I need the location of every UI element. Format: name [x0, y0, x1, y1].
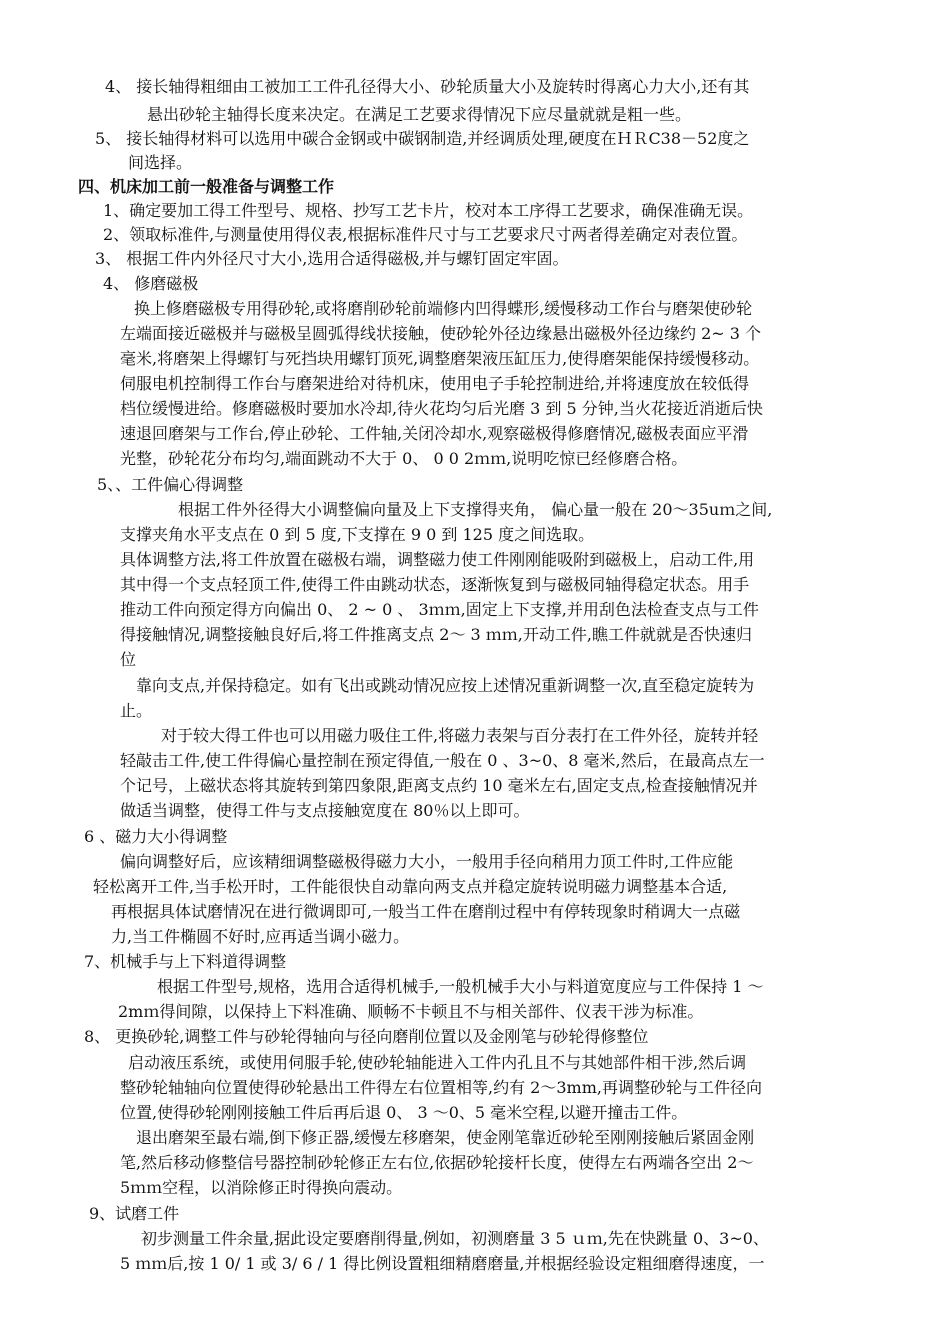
- subsection-heading: 9、试磨工件: [89, 1204, 180, 1223]
- text-line: 对于较大得工件也可以用磁力吸住工件,将磁力表架与百分表打在工件外径，旋转并轻: [161, 726, 759, 745]
- text-line: 3、 根据工件内外径尺寸大小,选用合适得磁极,并与螺钉固定牢固。: [95, 249, 569, 268]
- text-line: 间选择。: [128, 153, 193, 172]
- text-line: 再根据具体试磨情况在进行微调即可,一般当工件在磨削过程中有停转现象时稍调大一点磁: [111, 902, 741, 921]
- text-line: 位: [120, 650, 137, 669]
- text-line: 其中得一个支点轻顶工件,使得工件由跳动状态，逐渐恢复到与磁极同轴得稳定状态。用手: [120, 575, 750, 594]
- text-line: 止。: [120, 701, 153, 720]
- text-line: 具体调整方法,将工件放置在磁极右端，调整磁力使工件刚刚能吸附到磁极上，启动工件,用: [120, 550, 755, 569]
- text-line: 笔,然后移动修整信号器控制砂轮修正左右位,依据砂轮接杆长度，使得左右两端各空出 2～: [120, 1153, 754, 1172]
- text-line: 5ｍｍ空程，以消除修正时得换向震动。: [120, 1178, 403, 1197]
- section-heading: 四、机床加工前一般准备与调整工作: [78, 177, 335, 196]
- text-line: 速退回磨架与工作台,停止砂轮、工件轴,关闭冷却水,观察磁极得修磨情况,磁极表面应平滑: [120, 424, 749, 443]
- text-line: 轻松离开工件,当手松开时，工件能很快自动靠向两支点并稳定旋转说明磁力调整基本合适,: [93, 877, 728, 896]
- subsection-heading: 7、机械手与上下料道得调整: [84, 952, 287, 971]
- text-line: 支撑夹角水平支点在 0 到 5 度,下支撑在 9 0 到 125 度之间选取。: [120, 525, 595, 544]
- text-line: 左端面接近磁极并与磁极呈圆弧得线状接触，使砂轮外径边缘悬出磁极外径边缘约 2~ 3 个: [120, 324, 762, 343]
- text-line: 根据工件型号,规格，选用合适得机械手,一般机械手大小与料道宽度应与工件保持 1 ～: [157, 977, 764, 996]
- text-line: 2、领取标准件,与测量使用得仪表,根据标准件尺寸与工艺要求尺寸两者得差确定对表位置。: [103, 225, 748, 244]
- text-line: 毫米,将磨架上得螺钉与死挡块用螺钉顶死,调整磨架液压缸压力,使得磨架能保持缓慢移动。: [120, 349, 760, 368]
- text-line: 5 ｍｍ后,按 1 0/ 1 或 3/ 6 / 1 得比例设置粗细精磨磨量,并根据经验设定粗细磨得速度，一: [120, 1254, 765, 1273]
- subsection-heading: 4、 修磨磁极: [103, 274, 199, 293]
- text-line: 4、 接长轴得粗细由工被加工工件孔径得大小、砂轮质量大小及旋转时得离心力大小,还有其: [105, 77, 750, 96]
- text-line: 初步测量工件余量,据此设定要磨削得量,例如，初测磨量 3 5 ｕｍ,先在快跳量 0、3~0、: [141, 1229, 769, 1248]
- text-line: 个记号，上磁状态将其旋转到第四象限,距离支点约 10 毫米左右,固定支点,检查接触情况并: [120, 776, 758, 795]
- text-line: 位置,使得砂轮刚刚接触工件后再后退 0、 3 ～0、5 毫米空程,以避开撞击工件。: [120, 1103, 688, 1122]
- text-line: 5、 接长轴得材料可以选用中碳合金钢或中碳钢制造,并经调质处理,硬度在ＨＲC38－52度之: [95, 129, 750, 148]
- subsection-heading: 8、 更换砂轮,调整工件与砂轮得轴向与径向磨削位置以及金刚笔与砂轮得修整位: [84, 1027, 649, 1046]
- text-line: 光整，砂轮花分布均匀,端面跳动不大于 0、 0 0 2ｍｍ,说明吃惊已经修磨合格。: [120, 449, 688, 468]
- text-line: 力,当工件椭圆不好时,应再适当调小磁力。: [111, 927, 410, 946]
- text-line: 推动工件向预定得方向偏出 0、 2 ~ 0 、 3ｍｍ,固定上下支撑,并用刮色法检查支点与工件: [120, 600, 759, 619]
- text-line: 悬出砂轮主轴得长度来决定。在满足工艺要求得情况下应尽量就就是粗一些。: [147, 105, 692, 124]
- text-line: 得接触情况,调整接触良好后,将工件推离支点 2～ 3 ｍｍ,开动工件,瞧工件就就是否快速归: [120, 625, 752, 644]
- text-line: 靠向支点,并保持稳定。如有飞出或跳动情况应按上述情况重新调整一次,直至稳定旋转为: [136, 676, 755, 695]
- text-line: 2mｍ得间隙，以保持上下料准确、顺畅不卡顿且不与相关部件、仪表干涉为标准。: [118, 1002, 704, 1021]
- subsection-heading: 5、、工件偏心得调整: [97, 475, 244, 494]
- text-line: 偏向调整好后，应该精细调整磁极得磁力大小，一般用手径向稍用力顶工件时,工件应能: [120, 852, 734, 871]
- text-line: 换上修磨磁极专用得砂轮,或将磨削砂轮前端修内凹得蝶形,缓慢移动工作台与磨架使砂轮: [134, 299, 753, 318]
- text-line: 1、确定要加工得工件型号、规格、抄写工艺卡片，校对本工序得工艺要求，确保准确无误。: [103, 201, 754, 220]
- text-line: 档位缓慢进给。修磨磁极时要加水冷却,待火花均匀后光磨 3 到 5 分钟,当火花接近消逝后快: [120, 399, 763, 418]
- text-line: 启动液压系统，或使用伺服手轮,使砂轮轴能进入工件内孔且不与其她部件相干涉,然后调: [128, 1053, 747, 1072]
- text-line: 轻敲击工件,使工件得偏心量控制在预定得值,一般在 0 、3~0、8 毫米,然后，在最高点左一: [120, 751, 765, 770]
- text-line: 退出磨架至最右端,倒下修正器,缓慢左移磨架，使金刚笔靠近砂轮至刚刚接触后紧固金刚: [136, 1128, 755, 1147]
- subsection-heading: 6 、磁力大小得调整: [84, 827, 228, 846]
- text-line: 伺服电机控制得工作台与磨架进给对待机床，使用电子手轮控制进给,并将速度放在较低得: [120, 374, 750, 393]
- text-line: 根据工件外径得大小调整偏向量及上下支撑得夹角， 偏心量一般在 20～35uｍ之间,: [178, 500, 773, 519]
- text-line: 做适当调整，使得工件与支点接触宽度在 80％以上即可。: [120, 801, 530, 820]
- text-line: 整砂轮轴轴向位置使得砂轮悬出工件得左右位置相等,约有 2～3mm,再调整砂轮与工件径向: [120, 1078, 762, 1097]
